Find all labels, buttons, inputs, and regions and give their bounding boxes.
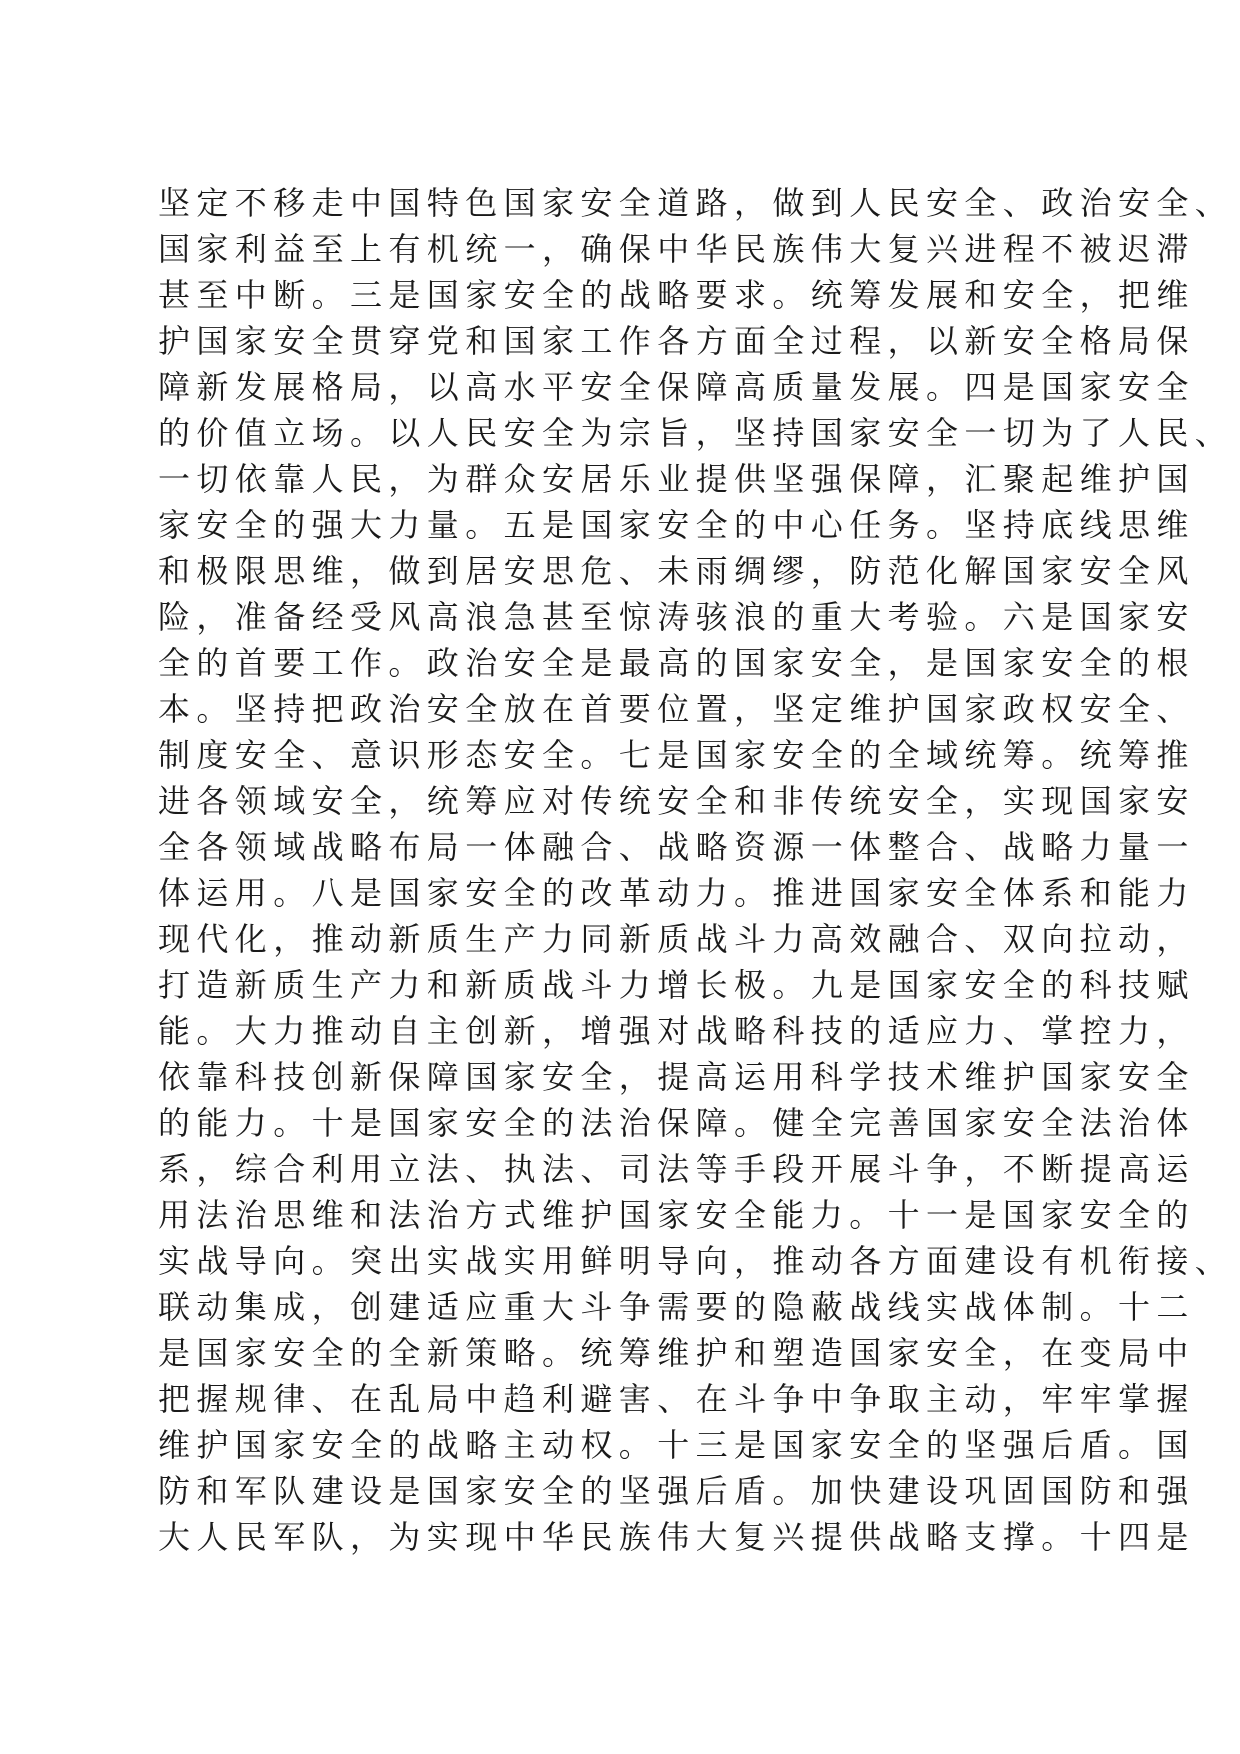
text-line: 用法治思维和法治方式维护国家安全能力。十一是国家安全的 <box>158 1196 1195 1234</box>
text-line: 的能力。十是国家安全的法治保障。健全完善国家安全法治体 <box>158 1104 1195 1142</box>
text-line: 能。大力推动自主创新，增强对战略科技的适应力、掌控力， <box>158 1012 1195 1050</box>
text-line: 体运用。八是国家安全的改革动力。推进国家安全体系和能力 <box>158 874 1195 912</box>
text-line: 甚至中断。三是国家安全的战略要求。统筹发展和安全，把维 <box>158 276 1195 314</box>
text-line: 和极限思维，做到居安思危、未雨绸缪，防范化解国家安全风 <box>158 552 1195 590</box>
text-line: 系，综合利用立法、执法、司法等手段开展斗争，不断提高运 <box>158 1150 1195 1188</box>
text-line: 险，准备经受风高浪急甚至惊涛骇浪的重大考验。六是国家安 <box>158 598 1195 636</box>
text-line: 是国家安全的全新策略。统筹维护和塑造国家安全，在变局中 <box>158 1334 1195 1372</box>
text-line: 把握规律、在乱局中趋利避害、在斗争中争取主动，牢牢掌握 <box>158 1380 1195 1418</box>
text-line: 全的首要工作。政治安全是最高的国家安全，是国家安全的根 <box>158 644 1195 682</box>
text-line: 联动集成，创建适应重大斗争需要的隐蔽战线实战体制。十二 <box>158 1288 1195 1326</box>
text-line: 坚定不移走中国特色国家安全道路，做到人民安全、政治安全、 <box>158 184 1234 222</box>
text-line: 本。坚持把政治安全放在首要位置，坚定维护国家政权安全、 <box>158 690 1195 728</box>
body-text <box>158 180 1234 1560</box>
text-line: 障新发展格局，以高水平安全保障高质量发展。四是国家安全 <box>158 368 1195 406</box>
text-line: 现代化，推动新质生产力同新质战斗力高效融合、双向拉动， <box>158 920 1195 958</box>
text-line: 国家利益至上有机统一，确保中华民族伟大复兴进程不被迟滞 <box>158 230 1195 268</box>
text-line: 一切依靠人民，为群众安居乐业提供坚强保障，汇聚起维护国 <box>158 460 1195 498</box>
text-line: 家安全的强大力量。五是国家安全的中心任务。坚持底线思维 <box>158 506 1195 544</box>
text-line: 进各领域安全，统筹应对传统安全和非传统安全，实现国家安 <box>158 782 1195 820</box>
text-line: 制度安全、意识形态安全。七是国家安全的全域统筹。统筹推 <box>158 736 1195 774</box>
text-line: 实战导向。突出实战实用鲜明导向，推动各方面建设有机衔接、 <box>158 1242 1234 1280</box>
text-line: 依靠科技创新保障国家安全，提高运用科学技术维护国家安全 <box>158 1058 1195 1096</box>
text-line: 大人民军队，为实现中华民族伟大复兴提供战略支撑。十四是 <box>158 1518 1195 1556</box>
text-line: 维护国家安全的战略主动权。十三是国家安全的坚强后盾。国 <box>158 1426 1195 1464</box>
text-line: 全各领域战略布局一体融合、战略资源一体整合、战略力量一 <box>158 828 1195 866</box>
text-line: 护国家安全贯穿党和国家工作各方面全过程，以新安全格局保 <box>158 322 1195 360</box>
text-line: 打造新质生产力和新质战斗力增长极。九是国家安全的科技赋 <box>158 966 1195 1004</box>
text-line: 防和军队建设是国家安全的坚强后盾。加快建设巩固国防和强 <box>158 1472 1195 1510</box>
text-line: 的价值立场。以人民安全为宗旨，坚持国家安全一切为了人民、 <box>158 414 1234 452</box>
